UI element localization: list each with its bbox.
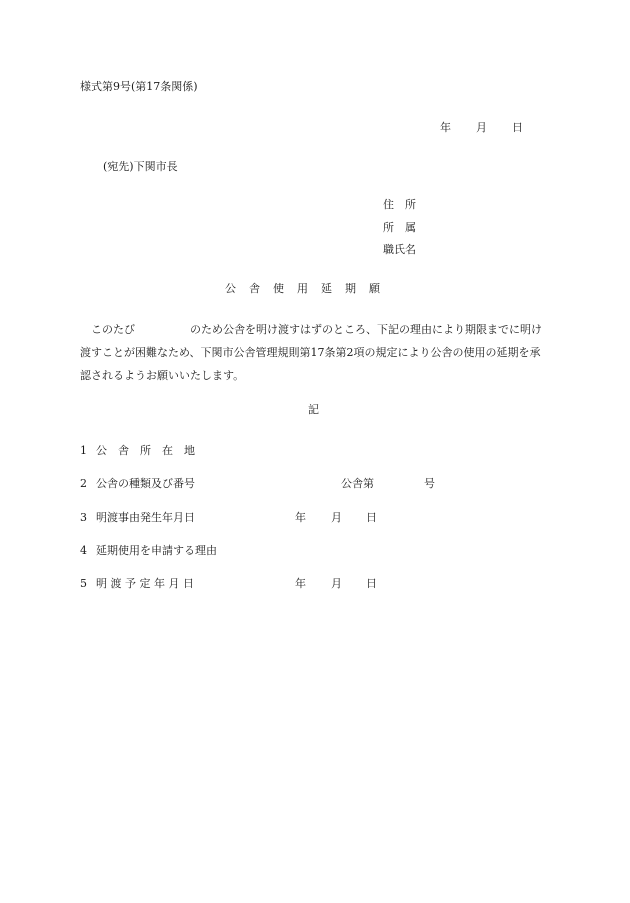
day-label: 日 [366, 511, 377, 524]
ki-heading: 記 [308, 403, 319, 416]
kosha-dai-label: 公舎第 [341, 477, 374, 490]
date-month-label: 月 [476, 121, 487, 134]
date-year-label: 年 [440, 121, 451, 134]
form-code: 様式第9号(第17条関係) [80, 80, 198, 93]
applicant-name-label: 職氏名 [383, 243, 416, 256]
month-label: 月 [331, 511, 342, 524]
item-number: 3 [80, 511, 87, 524]
year-label: 年 [295, 577, 306, 590]
item-number: 1 [80, 444, 87, 457]
year-label: 年 [295, 511, 306, 524]
item-label-location: 公 舎 所 在 地 [96, 444, 195, 457]
item-number: 2 [80, 477, 87, 490]
applicant-address-label: 住 所 [383, 198, 416, 211]
day-label: 日 [366, 577, 377, 590]
request-body: このたび のため公舎を明け渡すはずのところ、下記の理由により期限までに明け渡すことが困難なため、下関市公舎管理規則第17条第2項の規定により公舎の使用の延期を承認されるようお願いいたします。 [80, 323, 542, 382]
addressee: (宛先)下関市長 [103, 160, 178, 173]
item-number: 5 [80, 577, 87, 590]
item-label-reason: 延期使用を申請する理由 [96, 544, 217, 557]
item-label-type-number: 公舎の種類及び番号 [96, 477, 195, 490]
item-label-vacate-cause-date: 明渡事由発生年月日 [96, 511, 195, 524]
applicant-affiliation-label: 所 属 [383, 221, 416, 234]
month-label: 月 [331, 577, 342, 590]
item-label-scheduled-vacate-date: 明 渡 予 定 年 月 日 [96, 577, 194, 590]
document-title: 公 舎 使 用 延 期 願 [225, 282, 381, 295]
go-label: 号 [424, 477, 435, 490]
item-number: 4 [80, 544, 87, 557]
date-day-label: 日 [512, 121, 523, 134]
